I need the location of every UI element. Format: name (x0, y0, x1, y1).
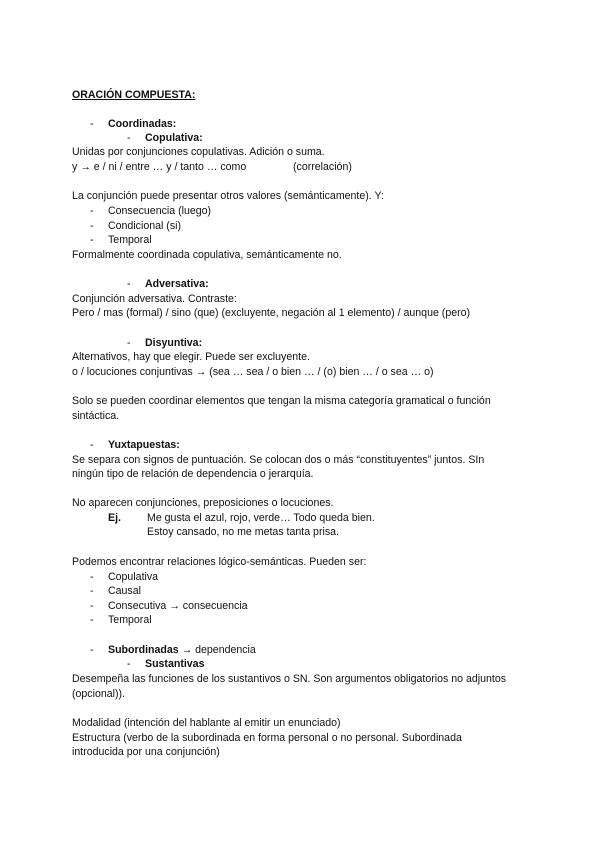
bullet-dash: - (127, 278, 131, 290)
list-item: Consecutiva → consecuencia (108, 600, 248, 612)
example-2: Estoy cansado, no me metas tanta prisa. (147, 526, 339, 538)
estructura-text-cont: introducida por una conjunción) (72, 746, 220, 758)
example-1: Me gusta el azul, rojo, verde… Todo queda bien. (147, 512, 375, 524)
coordinadas-heading: Coordinadas: (108, 118, 177, 130)
copulativa-other-values: La conjunción puede presentar otros valores (semánticamente). Y: (72, 190, 384, 202)
list-item: Copulativa (108, 571, 159, 583)
bullet-dash: - (90, 220, 94, 232)
disyuntiva-heading: Disyuntiva: (145, 337, 203, 349)
list-item: Temporal (108, 234, 152, 246)
adversativa-heading: Adversativa: (145, 278, 209, 290)
disyuntiva-text: Alternativos, hay que elegir. Puede ser excluyente. (72, 351, 310, 363)
copulativa-conjunctions: y → e / ni / entre … y / tanto … como (72, 161, 247, 173)
list-item: Temporal (108, 614, 152, 626)
copulativa-heading: Copulativa: (145, 132, 203, 144)
subordinadas-heading: Subordinadas (108, 644, 179, 656)
bullet-dash: - (127, 132, 131, 144)
subordinadas-suffix: → dependencia (178, 644, 256, 656)
copulativa-text: Unidas por conjunciones copulativas. Adición o suma. (72, 146, 325, 158)
sustantivas-text-cont: (opcional)). (72, 688, 125, 700)
list-item: Consecuencia (luego) (108, 205, 212, 217)
page-title: ORACIÓN COMPUESTA: (72, 89, 196, 101)
yuxtapuestas-text: Se separa con signos de puntuación. Se colocan dos o más “constituyentes” juntos. SIn (72, 454, 485, 466)
sustantivas-text: Desempeña las funciones de los sustantivos o SN. Son argumentos obligatorios no adjuntos (72, 673, 507, 685)
subordinadas-heading-line (108, 644, 256, 657)
yuxtapuestas-text-cont: ningún tipo de relación de dependencia o jerarquía. (72, 468, 314, 480)
list-item: Condicional (si) (108, 220, 182, 232)
adversativa-text: Conjunción adversativa. Contraste: (72, 293, 237, 305)
correlacion-note: (correlación) (293, 161, 352, 173)
bullet-dash: - (90, 205, 94, 217)
disyuntiva-conjunctions: o / locuciones conjuntivas → (sea … sea / o bien … / (o) bien … / o sea … o) (72, 366, 434, 378)
yuxtapuestas-heading: Yuxtapuestas: (108, 439, 180, 451)
example-label: Ej. (108, 512, 121, 524)
bullet-dash: - (127, 337, 131, 349)
bullet-dash: - (90, 118, 94, 130)
relaciones-text: Podemos encontrar relaciones lógico-semánticas. Pueden ser: (72, 556, 367, 568)
bullet-dash: - (90, 439, 94, 451)
bullet-dash: - (90, 614, 94, 626)
adversativa-conjunctions: Pero / mas (formal) / sino (que) (excluyente, negación al 1 elemento) / aunque (pero) (72, 307, 471, 319)
bullet-dash: - (90, 234, 94, 246)
bullet-dash: - (90, 571, 94, 583)
list-item: Causal (108, 585, 141, 597)
bullet-dash: - (90, 600, 94, 612)
bullet-dash: - (90, 644, 94, 656)
sustantivas-heading: Sustantivas (145, 658, 205, 670)
yuxtapuestas-no-conj: No aparecen conjunciones, preposiciones o locuciones. (72, 497, 334, 509)
coordination-note-cont: sintáctica. (72, 410, 120, 422)
bullet-dash: - (127, 658, 131, 670)
coordination-note: Solo se pueden coordinar elementos que tengan la misma categoría gramatical o función (72, 395, 491, 407)
copulativa-formal: Formalmente coordinada copulativa, semánticamente no. (72, 249, 342, 261)
estructura-text: Estructura (verbo de la subordinada en forma personal o no personal. Subordinada (72, 732, 462, 744)
modalidad-text: Modalidad (intención del hablante al emitir un enunciado) (72, 717, 341, 729)
bullet-dash: - (90, 585, 94, 597)
